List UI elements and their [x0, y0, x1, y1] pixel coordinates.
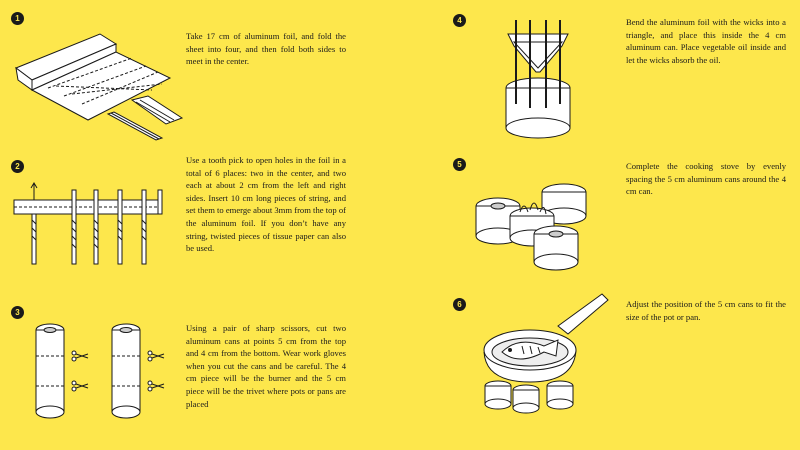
burner-can-illustration [498, 12, 578, 142]
step-6-text: Adjust the position of the 5 cm cans to fit the size of the pot or pan. [626, 299, 786, 322]
step-2-number: 2 [11, 160, 24, 173]
step-1-number: 1 [11, 12, 24, 25]
step-5-text: Complete the cooking stove by evenly spacing the 5 cm aluminum cans around the 4 cm can. [626, 161, 786, 197]
step-6-number: 6 [453, 298, 466, 311]
step-3-number: 3 [11, 306, 24, 319]
stove-assembly-illustration [470, 180, 590, 280]
cut-cans-illustration [30, 320, 170, 420]
step-3-text: Using a pair of sharp scissors, cut two aluminum cans at points 5 cm from the top and 4 cm from the bottom. Wear work gloves when you cut the cans and be careful. The 4 cm piece will be the burner and the 5 cm piece will be the trivet where pots or pans are placed [186, 323, 346, 409]
foil-wicks-illustration [14, 180, 174, 270]
step-5-number: 5 [453, 158, 466, 171]
step-1-text: Take 17 cm of aluminum foil, and fold the sheet into four, and then fold both sides to meet in the center. [186, 31, 346, 67]
foil-sheet-illustration [12, 28, 192, 143]
step-4-number: 4 [453, 14, 466, 27]
step-2-text: Use a tooth pick to open holes in the foil in a total of 6 places: two in the center, and two each at about 2 cm from the left and right sides. Insert 10 cm long pieces of string, and set them to emerge about 3mm from the top of the aluminum foil. If you don’t have any string, twisted pieces of tissue paper can also be used. [186, 155, 346, 254]
pan-on-stove-illustration [478, 290, 618, 415]
step-4-text: Bend the aluminum foil with the wicks into a triangle, and place this inside the 4 cm aluminum can. Place vegetable oil inside and let the wicks absorb the oil. [626, 17, 786, 65]
